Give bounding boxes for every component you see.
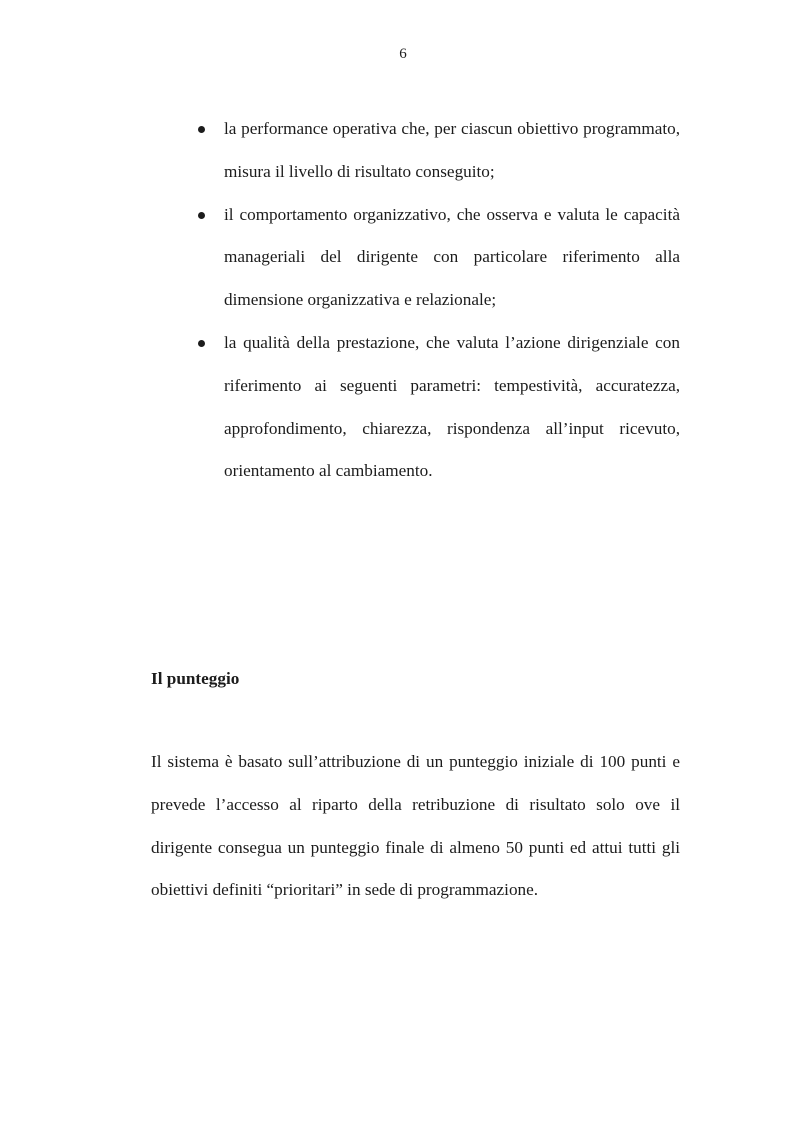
list-item-text: il comportamento organizzativo, che osserva e valuta le capacità manageriali del dirigente con particolare riferimento alla dimensione organizzativa e relazionale;: [224, 204, 680, 310]
page-number: 6: [399, 46, 407, 62]
bullet-icon: [198, 126, 205, 133]
section-heading: Il punteggio: [151, 669, 240, 688]
bullet-icon: [198, 340, 205, 347]
body-paragraph: Il sistema è basato sull’attribuzione di un punteggio iniziale di 100 punti e prevede l’accesso al riparto della retribuzione di risultato solo ove il dirigente consegua un punteggio finale di almeno 50 punti ed attui tutti gli obiettivi definiti “prioritari” in sede di programmazione.: [151, 752, 680, 900]
list-item: [196, 322, 680, 493]
evaluation-criteria-list: [196, 108, 680, 493]
bullet-icon: [198, 212, 205, 219]
list-item: [196, 194, 680, 322]
list-item: [196, 108, 680, 194]
list-item-text: la performance operativa che, per ciascun obiettivo programmato, misura il livello di risultato conseguito;: [224, 119, 680, 181]
list-item-text: la qualità della prestazione, che valuta l’azione dirigenziale con riferimento ai seguenti parametri: tempestività, accuratezza, approfondimento, chiarezza, rispondenza all’input ricevuto, orientamento al cambiamento.: [224, 332, 680, 481]
